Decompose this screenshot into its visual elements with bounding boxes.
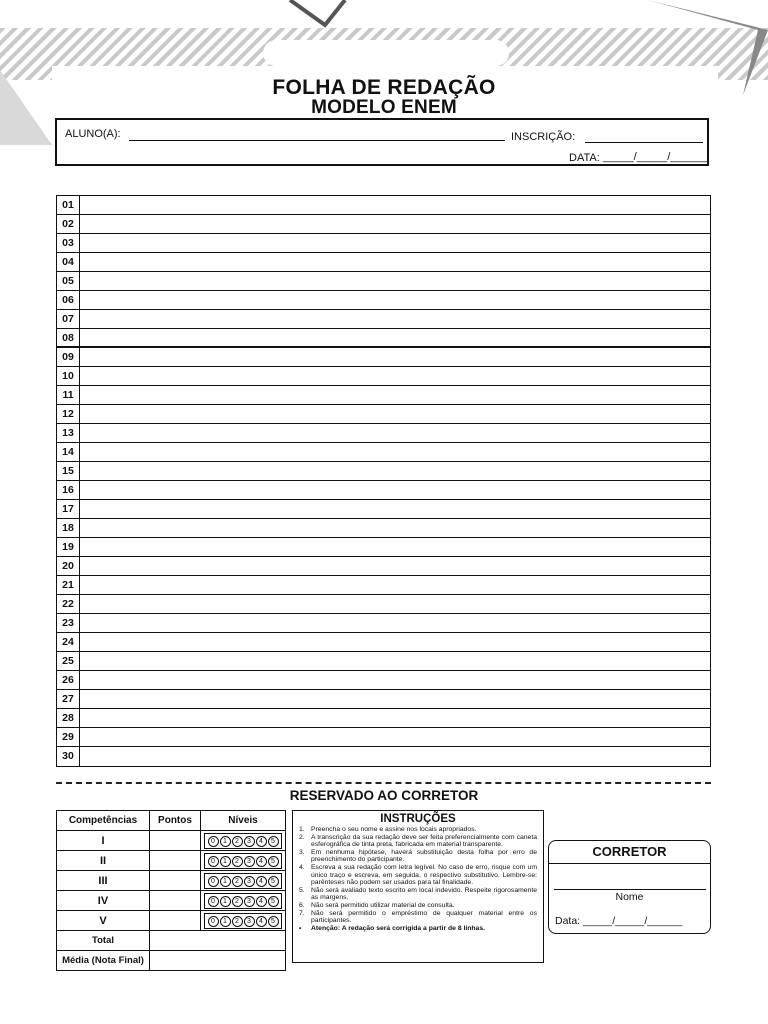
competency-row bbox=[57, 851, 286, 871]
line-number: 30 bbox=[57, 747, 80, 766]
writing-line[interactable] bbox=[57, 728, 710, 747]
instructions-title: INSTRUÇÕES bbox=[380, 813, 456, 825]
level-bubble[interactable]: 1 bbox=[220, 856, 231, 867]
competencies-table bbox=[56, 810, 286, 971]
registration-field[interactable] bbox=[585, 142, 703, 143]
page-subtitle: MODELO ENEM bbox=[311, 97, 457, 118]
writing-lines-table bbox=[56, 195, 711, 767]
level-bubble[interactable]: 0 bbox=[208, 876, 219, 887]
competency-label: III bbox=[57, 871, 150, 891]
writing-line[interactable] bbox=[57, 386, 710, 405]
levels-cell bbox=[201, 891, 286, 911]
line-number: 03 bbox=[57, 234, 80, 252]
line-number: 13 bbox=[57, 424, 80, 442]
line-number: 09 bbox=[57, 348, 80, 366]
writing-line[interactable] bbox=[57, 196, 710, 215]
levels-group bbox=[204, 913, 282, 929]
writing-line[interactable] bbox=[57, 329, 710, 348]
level-bubble[interactable]: 1 bbox=[220, 836, 231, 847]
line-number: 21 bbox=[57, 576, 80, 594]
levels-group bbox=[204, 893, 282, 909]
total-label: Total bbox=[57, 931, 150, 951]
level-bubble[interactable]: 5 bbox=[268, 916, 279, 927]
date-field[interactable]: _____/_____/______ bbox=[603, 151, 707, 163]
writing-line[interactable] bbox=[57, 348, 710, 367]
instructions-box bbox=[292, 810, 544, 963]
instruction-text: Escreva a sua redação com letra legível. No caso de erro, risque com um único traço e escreva, em seguida, o respectivo substitutivo. Lembre-se: parênteses não podem ser usados para tal finalidade. bbox=[311, 863, 537, 887]
level-bubble[interactable]: 0 bbox=[208, 856, 219, 867]
line-number: 14 bbox=[57, 443, 80, 461]
competency-row bbox=[57, 831, 286, 851]
level-bubble[interactable]: 4 bbox=[256, 916, 267, 927]
level-bubble[interactable]: 0 bbox=[208, 836, 219, 847]
writing-line[interactable] bbox=[57, 557, 710, 576]
writing-line[interactable] bbox=[57, 424, 710, 443]
competency-label: II bbox=[57, 851, 150, 871]
instruction-text: Não será avaliado texto escrito em local indevido. Respeite rigorosamente as margens. bbox=[311, 886, 537, 902]
writing-line[interactable] bbox=[57, 500, 710, 519]
line-number: 27 bbox=[57, 690, 80, 708]
corrector-date bbox=[555, 915, 682, 927]
instruction-text: Preencha o seu nome e assine nos locais apropriados. bbox=[311, 826, 477, 833]
line-number: 06 bbox=[57, 291, 80, 309]
line-number: 01 bbox=[57, 196, 80, 214]
instruction-number: 4. bbox=[299, 863, 305, 871]
instruction-item bbox=[299, 826, 537, 834]
level-bubble[interactable]: 0 bbox=[208, 896, 219, 907]
instruction-number: 1. bbox=[299, 826, 305, 833]
instruction-item bbox=[299, 849, 537, 864]
level-bubble[interactable]: 2 bbox=[232, 896, 243, 907]
attention-bullet: • bbox=[299, 924, 302, 932]
instruction-number: 6. bbox=[299, 901, 305, 909]
instruction-item bbox=[299, 910, 537, 925]
line-number: 19 bbox=[57, 538, 80, 556]
competency-label: IV bbox=[57, 891, 150, 911]
line-number: 23 bbox=[57, 614, 80, 632]
line-number: 26 bbox=[57, 671, 80, 689]
writing-line[interactable] bbox=[57, 538, 710, 557]
points-cell[interactable] bbox=[150, 891, 201, 911]
writing-line[interactable] bbox=[57, 272, 710, 291]
instruction-item bbox=[299, 887, 537, 902]
line-number: 25 bbox=[57, 652, 80, 670]
instruction-number: 3. bbox=[299, 848, 305, 856]
attention-text: Atenção: A redação será corrigida a partir de 8 linhas. bbox=[311, 924, 486, 932]
level-bubble[interactable]: 4 bbox=[256, 856, 267, 867]
points-cell[interactable] bbox=[150, 851, 201, 871]
writing-line[interactable] bbox=[57, 595, 710, 614]
line-number: 20 bbox=[57, 557, 80, 575]
line-number: 08 bbox=[57, 329, 80, 346]
page-title: FOLHA DE REDAÇÃO bbox=[272, 76, 496, 99]
writing-line[interactable] bbox=[57, 481, 710, 500]
line-number: 12 bbox=[57, 405, 80, 423]
instruction-number: 7. bbox=[299, 909, 305, 917]
final-grade-label: Média (Nota Final) bbox=[57, 951, 150, 971]
writing-line[interactable] bbox=[57, 671, 710, 690]
instructions-list bbox=[299, 826, 537, 932]
level-bubble[interactable]: 2 bbox=[232, 916, 243, 927]
levels-cell bbox=[201, 911, 286, 931]
level-bubble[interactable]: 3 bbox=[244, 896, 255, 907]
registration-label: INSCRIÇÃO: bbox=[511, 131, 576, 143]
competency-label: V bbox=[57, 911, 150, 931]
total-label-row bbox=[57, 931, 286, 951]
instruction-item bbox=[299, 864, 537, 887]
line-number: 22 bbox=[57, 595, 80, 613]
line-number: 28 bbox=[57, 709, 80, 727]
writing-line[interactable] bbox=[57, 310, 710, 329]
writing-line[interactable] bbox=[57, 253, 710, 272]
points-cell[interactable] bbox=[150, 831, 201, 851]
instruction-text: Não será permitido o empréstimo de qualquer material entre os participantes. bbox=[311, 909, 537, 925]
levels-cell bbox=[201, 831, 286, 851]
level-bubble[interactable]: 5 bbox=[268, 896, 279, 907]
identification-box bbox=[55, 118, 709, 166]
writing-line[interactable] bbox=[57, 709, 710, 728]
levels-cell bbox=[201, 851, 286, 871]
header-label-pill bbox=[263, 40, 509, 66]
levels-cell bbox=[201, 871, 286, 891]
level-bubble[interactable]: 1 bbox=[220, 916, 231, 927]
decorative-chevron bbox=[285, 0, 355, 28]
writing-line[interactable] bbox=[57, 367, 710, 386]
writing-line[interactable] bbox=[57, 690, 710, 709]
corrector-name-label: Nome bbox=[615, 891, 644, 903]
corrector-date-label: Data: bbox=[555, 915, 581, 927]
final-grade-label-value-cell[interactable] bbox=[150, 951, 286, 971]
corrector-date-field[interactable]: _____/_____/______ bbox=[583, 915, 683, 927]
writing-line[interactable] bbox=[57, 614, 710, 633]
writing-line[interactable] bbox=[57, 405, 710, 424]
line-number: 16 bbox=[57, 481, 80, 499]
instruction-text: Em nenhuma hipótese, haverá substituição desta folha por erro de preenchimento do participante. bbox=[311, 848, 537, 864]
level-bubble[interactable]: 5 bbox=[268, 836, 279, 847]
writing-line[interactable] bbox=[57, 234, 710, 253]
line-number: 04 bbox=[57, 253, 80, 271]
line-number: 17 bbox=[57, 500, 80, 518]
level-bubble[interactable]: 1 bbox=[220, 876, 231, 887]
corrector-title: CORRETOR bbox=[549, 841, 710, 864]
reserved-title: RESERVADO AO CORRETOR bbox=[289, 788, 479, 803]
instruction-number: 2. bbox=[299, 833, 305, 841]
level-bubble[interactable]: 5 bbox=[268, 856, 279, 867]
levels-group bbox=[204, 853, 282, 869]
writing-line[interactable] bbox=[57, 215, 710, 234]
instruction-number: 5. bbox=[299, 886, 305, 894]
cut-line bbox=[56, 782, 711, 784]
level-bubble[interactable]: 4 bbox=[256, 896, 267, 907]
total-label-value-cell[interactable] bbox=[150, 931, 286, 951]
line-number: 02 bbox=[57, 215, 80, 233]
competency-label: I bbox=[57, 831, 150, 851]
points-cell[interactable] bbox=[150, 871, 201, 891]
writing-line[interactable] bbox=[57, 519, 710, 538]
competency-row bbox=[57, 871, 286, 891]
level-bubble[interactable]: 1 bbox=[220, 896, 231, 907]
student-label: ALUNO(A): bbox=[65, 128, 121, 140]
writing-line[interactable] bbox=[57, 576, 710, 595]
level-bubble[interactable]: 3 bbox=[244, 916, 255, 927]
level-bubble[interactable]: 2 bbox=[232, 876, 243, 887]
writing-line[interactable] bbox=[57, 633, 710, 652]
writing-line[interactable] bbox=[57, 652, 710, 671]
header-points: Pontos bbox=[150, 811, 201, 831]
final-grade-label-row bbox=[57, 951, 286, 971]
attention-note bbox=[299, 925, 537, 933]
date-label: DATA: bbox=[569, 152, 600, 164]
header-competencies: Competências bbox=[57, 811, 150, 831]
writing-line[interactable] bbox=[57, 462, 710, 481]
instruction-text: Não será permitido utilizar material de consulta. bbox=[311, 901, 455, 909]
level-bubble[interactable]: 3 bbox=[244, 836, 255, 847]
level-bubble[interactable]: 2 bbox=[232, 856, 243, 867]
line-number: 05 bbox=[57, 272, 80, 290]
instruction-item bbox=[299, 902, 537, 910]
line-number: 29 bbox=[57, 728, 80, 746]
instruction-text: A transcrição da sua redação deve ser feita preferencialmente com caneta esferográfica de tinta preta, fabricada em material transparente. bbox=[311, 833, 537, 849]
writing-line[interactable] bbox=[57, 443, 710, 462]
line-number: 11 bbox=[57, 386, 80, 404]
writing-line[interactable] bbox=[57, 747, 710, 766]
level-bubble[interactable]: 4 bbox=[256, 836, 267, 847]
student-name-field[interactable] bbox=[129, 140, 505, 141]
header-levels: Níveis bbox=[201, 811, 286, 831]
points-cell[interactable] bbox=[150, 911, 201, 931]
writing-line[interactable] bbox=[57, 291, 710, 310]
corrector-name-field[interactable] bbox=[554, 889, 706, 890]
level-bubble[interactable]: 5 bbox=[268, 876, 279, 887]
level-bubble[interactable]: 4 bbox=[256, 876, 267, 887]
level-bubble[interactable]: 3 bbox=[244, 856, 255, 867]
line-number: 10 bbox=[57, 367, 80, 385]
instruction-item bbox=[299, 834, 537, 849]
line-number: 24 bbox=[57, 633, 80, 651]
levels-group bbox=[204, 873, 282, 889]
levels-group bbox=[204, 833, 282, 849]
line-number: 07 bbox=[57, 310, 80, 328]
line-number: 15 bbox=[57, 462, 80, 480]
corrector-box bbox=[548, 840, 711, 934]
level-bubble[interactable]: 0 bbox=[208, 916, 219, 927]
level-bubble[interactable]: 2 bbox=[232, 836, 243, 847]
level-bubble[interactable]: 3 bbox=[244, 876, 255, 887]
competency-row bbox=[57, 891, 286, 911]
competency-row bbox=[57, 911, 286, 931]
line-number: 18 bbox=[57, 519, 80, 537]
